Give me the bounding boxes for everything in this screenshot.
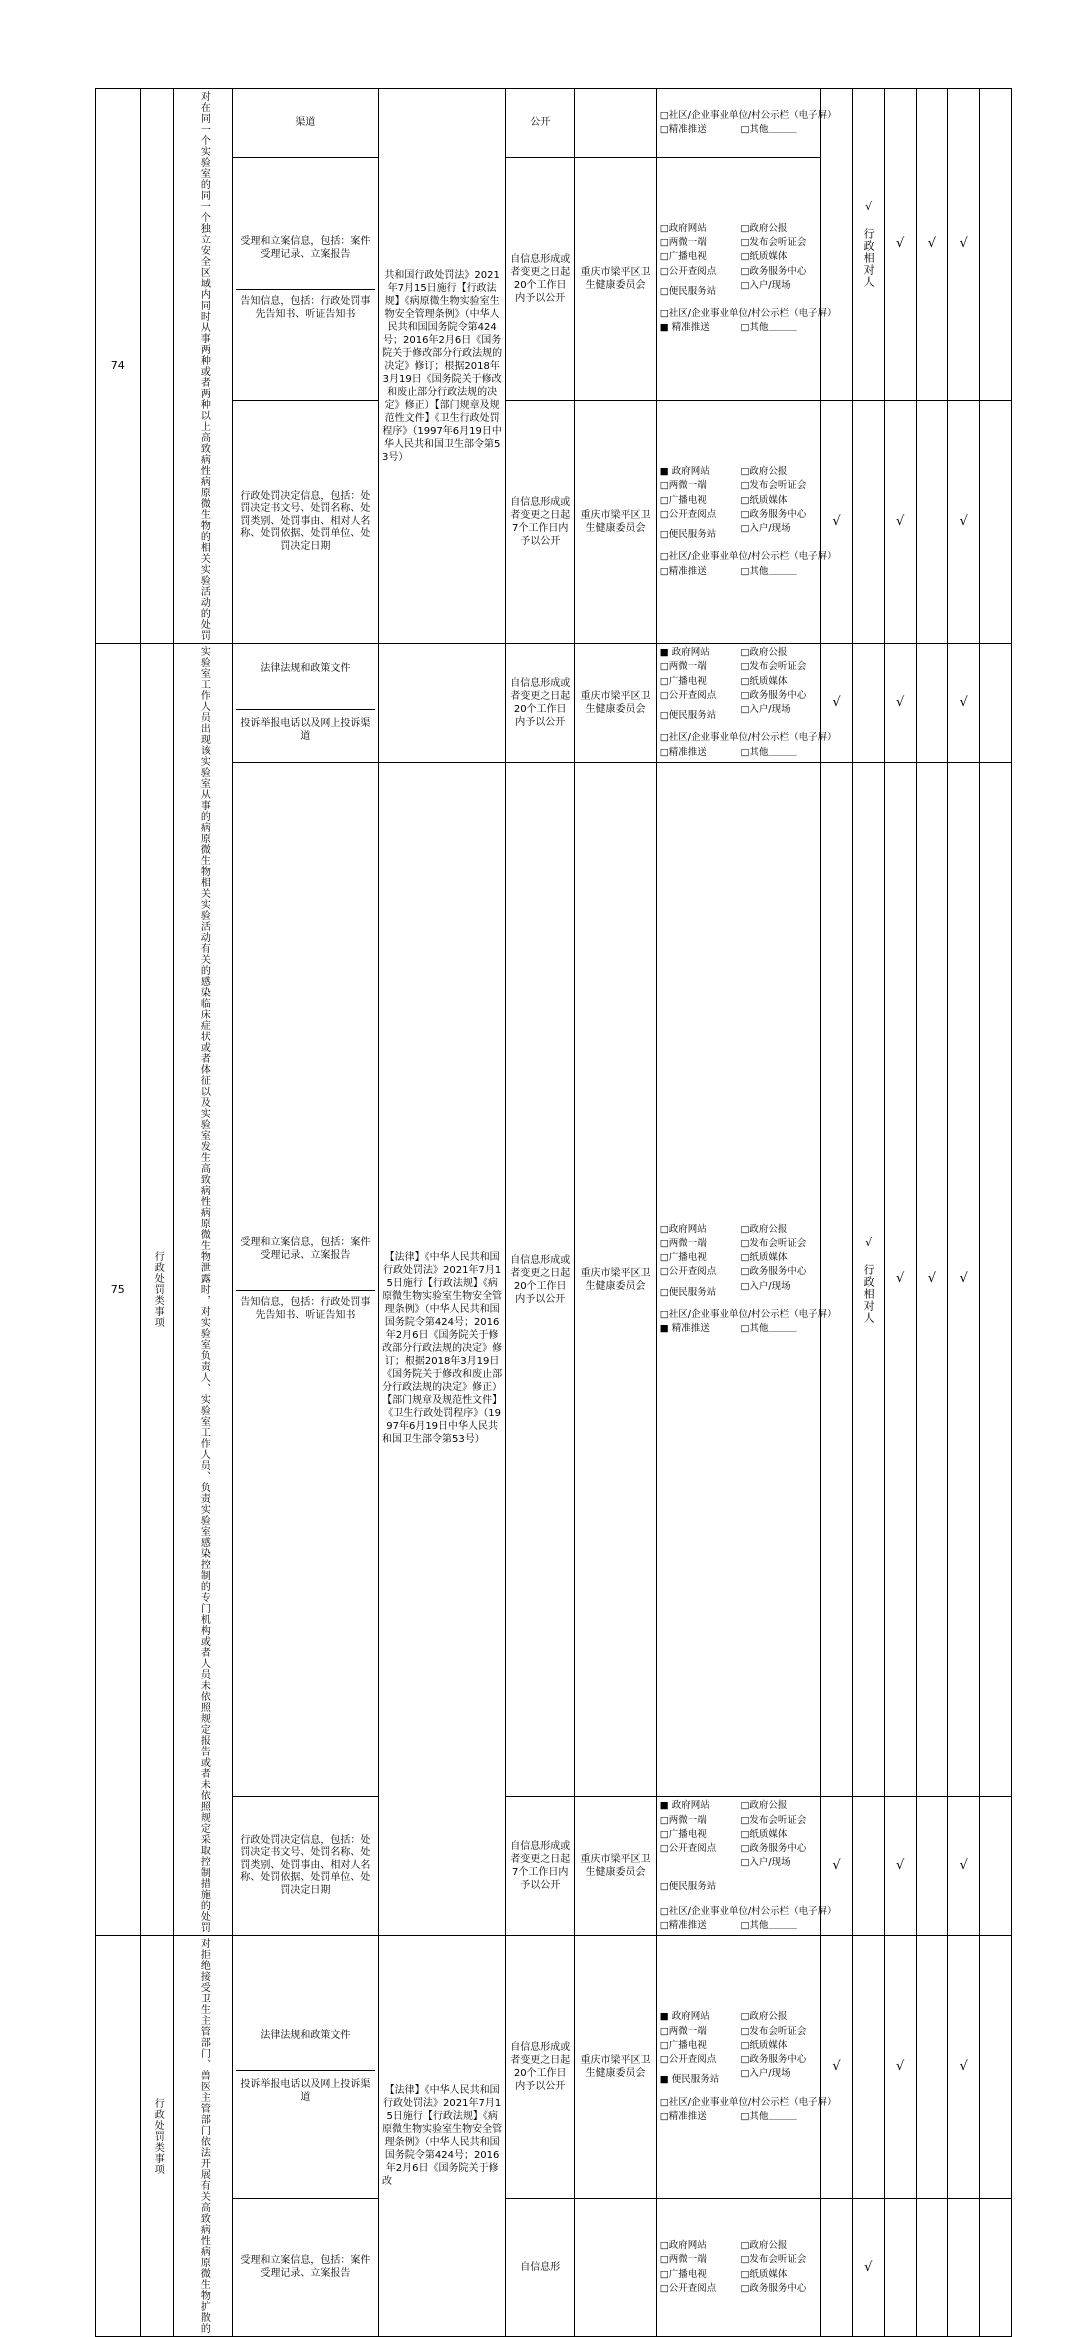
table-row bbox=[96, 1797, 1012, 1936]
tick-cell bbox=[980, 1936, 1012, 2199]
tick-cell bbox=[980, 400, 1012, 643]
checkbox-option[interactable]: □广播电视 bbox=[659, 494, 707, 506]
table-row bbox=[96, 644, 1012, 763]
tick-cell bbox=[852, 1936, 884, 2199]
channel-cell: 受理和立案信息，包括：案件受理记录、立案报告 告知信息，包括：行政处罚事先告知书、听证告知书 bbox=[232, 157, 378, 400]
legal-basis-cell: 【法律】《中华人民共和国行政处罚法》2021年7月15日施行【行政法规】《病原微生物实验室生物安全管理条例》（中华人民共和国国务院令第424号；2016年2月6日《国务院关于修改 bbox=[379, 1936, 506, 2337]
checkbox-option[interactable]: □纸质媒体 bbox=[740, 2039, 788, 2051]
checkbox-option[interactable]: □政府公报 bbox=[740, 1223, 788, 1235]
tick-cell: √ bbox=[948, 89, 980, 401]
checkbox-option[interactable]: □其他＿＿＿ bbox=[740, 2110, 797, 2122]
tick-cell bbox=[916, 1936, 948, 2199]
checkbox-option[interactable]: □其他＿＿＿ bbox=[740, 322, 797, 334]
row-category bbox=[140, 89, 174, 644]
checkbox-option[interactable]: □公开查阅点 bbox=[659, 2054, 717, 2066]
checkbox-option[interactable]: □政府公报 bbox=[740, 222, 788, 234]
checkbox-option[interactable]: □政务服务中心 bbox=[740, 2282, 807, 2294]
table-row bbox=[96, 762, 1012, 1797]
disclosure-channels-cell bbox=[656, 157, 837, 400]
checkbox-option[interactable]: □政务服务中心 bbox=[740, 1266, 807, 1278]
checkbox-option[interactable]: □广播电视 bbox=[659, 675, 707, 687]
checkbox-option[interactable]: □纸质媒体 bbox=[740, 1828, 788, 1840]
tick-cell bbox=[852, 400, 884, 643]
checkbox-option[interactable]: □入户/现场 bbox=[740, 523, 791, 535]
table-row bbox=[96, 1936, 1012, 2199]
disclosure-time-cell: 自信息形成或者变更之日起20个工作日内予以公开 bbox=[506, 1936, 575, 2199]
tick-cell bbox=[852, 1797, 884, 1936]
checkbox-option[interactable]: □纸质媒体 bbox=[740, 1252, 788, 1264]
checkbox-option[interactable]: □两微一端 bbox=[659, 2254, 707, 2266]
checkbox-option[interactable]: □纸质媒体 bbox=[740, 494, 788, 506]
checkbox-option[interactable]: □社区/企业事业单位/村公示栏（电子屏） bbox=[659, 2096, 837, 2108]
checkbox-option[interactable]: □广播电视 bbox=[659, 1828, 707, 1840]
tick-cell bbox=[916, 644, 948, 763]
tick-cell: √ bbox=[884, 762, 916, 1797]
checkbox-option[interactable]: □发布会听证会 bbox=[740, 2025, 807, 2037]
checkbox-option[interactable]: □纸质媒体 bbox=[740, 675, 788, 687]
tick-cell bbox=[916, 400, 948, 643]
matter-name: 实验室工作人员出现该实验室从事的病原微生物相关实验活动有关的感染临床症状或者体征以及实验室发生高致病性病原微生物泄露时，对实验室负责人、实验室工作人员、负责实验室感染控制的专门机构或者人员未依照规定报告或者未依照规定采取控制措施的处罚 bbox=[174, 644, 232, 1936]
tick-cell bbox=[980, 762, 1012, 1797]
tick-cell bbox=[948, 2199, 980, 2337]
checkbox-option[interactable]: ■ 政府网站 bbox=[659, 2011, 710, 2023]
channel-cell: 受理和立案信息，包括：案件受理记录、立案报告 告知信息，包括：行政处罚事先告知书、听证告知书 bbox=[232, 762, 378, 1797]
tick-cell bbox=[916, 2199, 948, 2337]
row-category: 行政处罚类事项 bbox=[140, 644, 174, 1936]
tick-cell bbox=[980, 2199, 1012, 2337]
checkbox-option[interactable]: □政府公报 bbox=[740, 466, 788, 478]
checkbox-option[interactable]: □政府公报 bbox=[740, 1800, 788, 1812]
checkbox-option[interactable]: □政府网站 bbox=[659, 222, 707, 234]
checkbox-option[interactable]: □入户/现场 bbox=[740, 279, 791, 291]
checkbox-option[interactable]: □广播电视 bbox=[659, 1252, 707, 1264]
tick-cell: √ bbox=[884, 1936, 916, 2199]
legal-basis-cell bbox=[379, 644, 506, 763]
checkbox-option[interactable]: □入户/现场 bbox=[740, 1280, 791, 1292]
responsible-org-cell: 重庆市梁平区卫生健康委员会 bbox=[575, 400, 657, 643]
checkbox-option[interactable]: □其他＿＿＿ bbox=[740, 746, 797, 758]
checkbox-option[interactable]: □精准推送 bbox=[659, 2110, 707, 2122]
checkbox-option[interactable]: ■ 精准推送 bbox=[659, 322, 710, 334]
checkbox-option[interactable]: □入户/现场 bbox=[740, 1857, 791, 1869]
checkbox-option[interactable]: □公开查阅点 bbox=[659, 508, 717, 520]
tick-cell bbox=[821, 89, 853, 401]
checkbox-option[interactable]: □广播电视 bbox=[659, 2268, 707, 2280]
tick-cell: √ bbox=[916, 762, 948, 1797]
checkbox-option[interactable]: □发布会听证会 bbox=[740, 1237, 807, 1249]
checkbox-option[interactable]: □公开查阅点 bbox=[659, 2282, 717, 2294]
checkbox-option[interactable]: □公开查阅点 bbox=[659, 1843, 717, 1854]
checkbox-option[interactable]: □社区/企业事业单位/村公示栏（电子屏） bbox=[659, 551, 837, 563]
matter-name: 对在同一个实验室的同一个独立安全区域内同时从事两种或者两种以上高致病性病原微生物的相关实验活动的处罚 bbox=[174, 89, 232, 644]
checkbox-option[interactable]: □纸质媒体 bbox=[740, 251, 788, 263]
responsible-org-cell: 重庆市梁平区卫生健康委员会 bbox=[575, 762, 657, 1797]
checkbox-option[interactable]: □发布会听证会 bbox=[740, 480, 807, 492]
legal-basis-cell: 【法律】《中华人民共和国行政处罚法》2021年7月15日施行【行政法规】《病原微生物实验室生物安全管理条例》（中华人民共和国国务院令第424号；2016年2月6日《国务院关于修改部分行政法规的决定》修订；根据2018年3月19日《国务院关于修改和废止部分行政法规的决定》修正）【部门规章及规范性文件】《卫生行政处罚程序》（1997年6月19日中华人民共和国卫生部令第53号） bbox=[379, 762, 506, 1935]
disclosure-time-cell: 公开 bbox=[506, 89, 575, 158]
checkbox-option[interactable]: □其他＿＿＿ bbox=[740, 123, 797, 135]
checkbox-option[interactable]: □两微一端 bbox=[659, 1814, 707, 1826]
checkbox-option[interactable]: □政府网站 bbox=[659, 1223, 707, 1235]
tick-cell bbox=[916, 1797, 948, 1936]
disclosure-channels-cell bbox=[656, 89, 837, 158]
checkbox-option[interactable]: □社区/企业事业单位/村公示栏（电子屏） bbox=[659, 732, 837, 744]
checkbox-option[interactable]: □便民服务站 bbox=[659, 285, 717, 297]
checkbox-option[interactable]: □精准推送 bbox=[659, 1919, 707, 1931]
tick-cell bbox=[852, 644, 884, 763]
tick-cell: √ bbox=[884, 1797, 916, 1936]
checkbox-option[interactable]: □政府公报 bbox=[740, 2240, 788, 2252]
checkbox-option[interactable]: □两微一端 bbox=[659, 237, 707, 249]
disclosure-table bbox=[95, 88, 1012, 2337]
responsible-org-cell bbox=[575, 2199, 657, 2337]
checkbox-option[interactable]: □便民服务站 bbox=[659, 710, 717, 721]
matter-name: 对拒绝接受卫生主管部门、兽医主管部门依法开展有关高致病性病原微生物扩散的 bbox=[174, 1936, 232, 2337]
row-number bbox=[96, 1936, 141, 2337]
disclosure-channels-cell bbox=[656, 1797, 837, 1936]
tick-cell: √ bbox=[821, 400, 853, 643]
checkbox-option[interactable]: □政府公报 bbox=[740, 2011, 788, 2023]
tick-cell bbox=[821, 762, 853, 1797]
row-number: 74 bbox=[96, 89, 141, 644]
checkbox-option[interactable]: □发布会听证会 bbox=[740, 661, 807, 673]
responsible-org-cell bbox=[575, 89, 657, 158]
checkbox-option[interactable]: □两微一端 bbox=[659, 661, 707, 673]
channel-cell: 法律法规和政策文件 投诉举报电话以及网上投诉渠道 bbox=[232, 644, 378, 763]
disclosure-time-cell: 自信息形 bbox=[506, 2199, 575, 2337]
row-category: 行政处罚类事项 bbox=[140, 1936, 174, 2337]
checkbox-option[interactable]: ■ 政府网站 bbox=[659, 1800, 710, 1812]
checkbox-option[interactable]: □两微一端 bbox=[659, 2025, 707, 2037]
checkbox-option[interactable]: □政府公报 bbox=[740, 647, 788, 658]
checkbox-option[interactable]: □政府网站 bbox=[659, 2240, 707, 2252]
checkbox-option[interactable]: □发布会听证会 bbox=[740, 1814, 807, 1826]
channel-cell: 行政处罚决定信息，包括：处罚决定书文号、处罚名称、处罚类别、处罚事由、相对人名称、处罚依据、处罚单位、处罚决定日期 bbox=[232, 1797, 378, 1936]
tick-cell: √ bbox=[948, 644, 980, 763]
channel-cell: 渠道 bbox=[232, 89, 378, 158]
checkbox-option[interactable]: □便民服务站 bbox=[659, 1881, 717, 1893]
tick-cell bbox=[821, 2199, 853, 2337]
tick-cell: √ bbox=[852, 2199, 884, 2337]
tick-cell: √ bbox=[821, 1936, 853, 2199]
checkbox-option[interactable]: □社区/企业事业单位/村公示栏（电子屏） bbox=[659, 1905, 837, 1917]
checkbox-option[interactable]: □精准推送 bbox=[659, 565, 707, 577]
checkbox-option[interactable]: □政务服务中心 bbox=[740, 689, 807, 701]
channel-cell: 行政处罚决定信息，包括：处罚决定书文号、处罚名称、处罚类别、处罚事由、相对人名称、处罚依据、处罚单位、处罚决定日期 bbox=[232, 400, 378, 643]
checkbox-option[interactable]: □政务服务中心 bbox=[740, 508, 807, 520]
tick-cell bbox=[884, 2199, 916, 2337]
row-number: 75 bbox=[96, 644, 141, 1936]
checkbox-option[interactable]: ■ 精准推送 bbox=[659, 1323, 710, 1335]
disclosure-time-cell: 自信息形成或者变更之日起20个工作日内予以公开 bbox=[506, 762, 575, 1797]
table-row bbox=[96, 2199, 1012, 2337]
tick-cell bbox=[980, 1797, 1012, 1936]
disclosure-time-cell: 自信息形成或者变更之日起7个工作日内予以公开 bbox=[506, 1797, 575, 1936]
checkbox-option[interactable]: □精准推送 bbox=[659, 746, 707, 758]
checkbox-option[interactable]: □两微一端 bbox=[659, 480, 707, 492]
tick-cell: √ bbox=[948, 400, 980, 643]
checkbox-option[interactable]: □广播电视 bbox=[659, 251, 707, 263]
disclosure-time-cell: 自信息形成或者变更之日起20个工作日内予以公开 bbox=[506, 644, 575, 763]
checkbox-option[interactable]: □公开查阅点 bbox=[659, 689, 717, 701]
checkbox-option[interactable]: □公开查阅点 bbox=[659, 1266, 717, 1278]
checkbox-option[interactable]: □纸质媒体 bbox=[740, 2268, 788, 2280]
checkbox-option[interactable]: □发布会听证会 bbox=[740, 237, 807, 249]
checkbox-option[interactable]: □其他＿＿＿ bbox=[740, 1323, 797, 1335]
checkbox-option[interactable]: □两微一端 bbox=[659, 1237, 707, 1249]
tick-cell bbox=[980, 644, 1012, 763]
table-row bbox=[96, 400, 1012, 643]
tick-cell-object: √ 行政相对人 bbox=[852, 762, 884, 1797]
checkbox-option[interactable]: □社区/企业事业单位/村公示栏（电子屏） bbox=[659, 308, 837, 320]
responsible-org-cell: 重庆市梁平区卫生健康委员会 bbox=[575, 644, 657, 763]
tick-cell: √ bbox=[916, 89, 948, 401]
disclosure-time-cell: 自信息形成或者变更之日起20个工作日内予以公开 bbox=[506, 157, 575, 400]
disclosure-channels-cell bbox=[656, 762, 837, 1797]
checkbox-option[interactable]: ■ 政府网站 bbox=[659, 466, 710, 478]
checkbox-option[interactable]: □入户/现场 bbox=[740, 2068, 791, 2080]
tick-cell: √ bbox=[884, 89, 916, 401]
disclosure-channels-cell bbox=[656, 2199, 820, 2337]
responsible-org-cell: 重庆市梁平区卫生健康委员会 bbox=[575, 1936, 657, 2199]
checkbox-option[interactable]: □便民服务站 bbox=[659, 1286, 717, 1298]
checkbox-option[interactable]: □发布会听证会 bbox=[740, 2254, 807, 2266]
tick-cell bbox=[980, 89, 1012, 401]
checkbox-option[interactable]: □公开查阅点 bbox=[659, 265, 717, 277]
checkbox-option[interactable]: □精准推送 bbox=[659, 123, 707, 135]
disclosure-channels-cell bbox=[656, 644, 837, 763]
checkbox-option[interactable]: □其他＿＿＿ bbox=[740, 565, 797, 577]
checkbox-option[interactable]: □其他＿＿＿ bbox=[740, 1919, 797, 1931]
tick-cell: √ bbox=[948, 1936, 980, 2199]
checkbox-option[interactable]: ■ 便民服务站 bbox=[659, 2074, 720, 2086]
tick-cell: √ bbox=[948, 762, 980, 1797]
tick-cell: √ bbox=[884, 644, 916, 763]
tick-cell-object: √ 行政相对人 bbox=[852, 89, 884, 401]
tick-cell: √ bbox=[884, 400, 916, 643]
checkbox-option[interactable]: □政务服务中心 bbox=[740, 1843, 807, 1854]
tick-cell: √ bbox=[821, 1797, 853, 1936]
channel-cell: 受理和立案信息，包括：案件受理记录、立案报告 bbox=[232, 2199, 378, 2337]
checkbox-option[interactable]: □政务服务中心 bbox=[740, 265, 807, 277]
channel-cell: 法律法规和政策文件 投诉举报电话以及网上投诉渠道 bbox=[232, 1936, 378, 2199]
checkbox-option[interactable]: □政务服务中心 bbox=[740, 2054, 807, 2066]
checkbox-option[interactable]: □广播电视 bbox=[659, 2039, 707, 2051]
checkbox-option[interactable]: ■ 政府网站 bbox=[659, 647, 710, 658]
disclosure-time-cell: 自信息形成或者变更之日起7个工作日内予以公开 bbox=[506, 400, 575, 643]
table-row bbox=[96, 89, 1012, 158]
responsible-org-cell: 重庆市梁平区卫生健康委员会 bbox=[575, 1797, 657, 1936]
tick-cell: √ bbox=[948, 1797, 980, 1936]
disclosure-channels-cell bbox=[656, 1936, 837, 2199]
legal-basis-cell: 共和国行政处罚法》2021年7月15日施行【行政法规】《病原微生物实验室生物安全管理条例》（中华人民共和国国务院令第424号；2016年2月6日《国务院关于修改部分行政法规的决定》修订；根据2018年3月19日《国务院关于修改和废止部分行政法规的决定》修正）【部门规章及规范性文件】《卫生行政处罚程序》（1997年6月19日中华人民共和国卫生部令第53号） bbox=[379, 89, 506, 644]
checkbox-option[interactable]: □入户/现场 bbox=[740, 704, 791, 715]
responsible-org-cell: 重庆市梁平区卫生健康委员会 bbox=[575, 157, 657, 400]
checkbox-option[interactable]: □便民服务站 bbox=[659, 529, 717, 541]
disclosure-channels-cell bbox=[656, 400, 837, 643]
checkbox-option[interactable]: □社区/企业事业单位/村公示栏（电子屏） bbox=[659, 1308, 837, 1320]
tick-cell: √ bbox=[821, 644, 853, 763]
checkbox-option[interactable]: □社区/企业事业单位/村公示栏（电子屏） bbox=[659, 109, 837, 121]
